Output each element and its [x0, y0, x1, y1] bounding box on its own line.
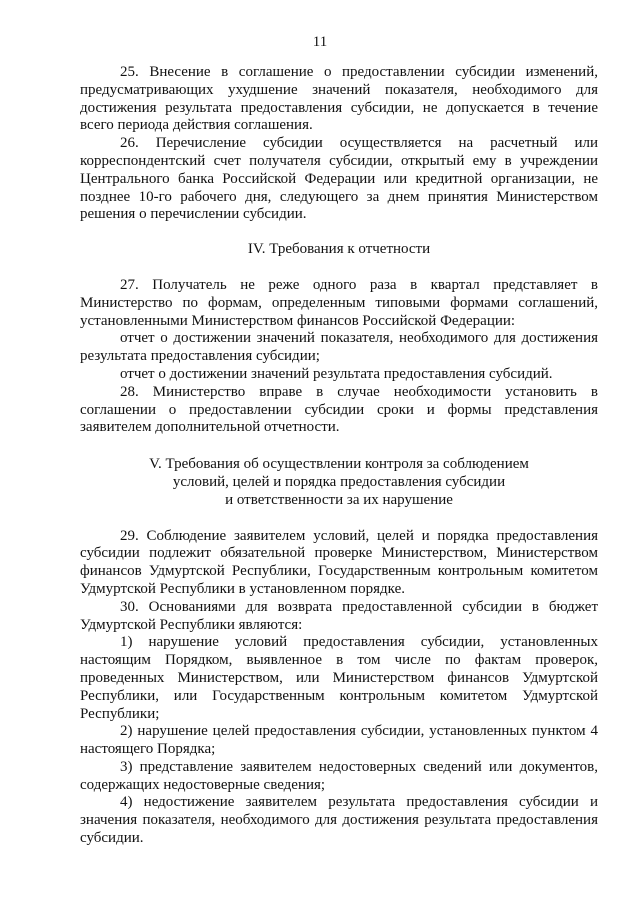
paragraph-30-item-2: 2) нарушение целей предоставления субсидии, установленных пунктом 4 настоящего Порядка; [80, 723, 598, 758]
paragraph-27-item-1: отчет о достижении значений показателя, необходимого для достижения результата предоставления субсидии; [80, 330, 598, 365]
paragraph-28: 28. Министерство вправе в случае необходимости установить в соглашении о предоставлении субсидии сроки и формы представления заявителем дополнительной отчетности. [80, 383, 598, 436]
paragraph-30-item-3: 3) представление заявителем недостоверных сведений или документов, содержащих недостоверные сведения; [80, 758, 598, 793]
paragraph-26: 26. Перечисление субсидии осуществляется на расчетный или корреспондентский счет получателя субсидии, открытый ему в учреждении Центрального банка Российской Федерации или кредитной организации, не позднее 10-го рабочего дня, следующего за днем принятия Министерством решения о перечислении субсидии. [80, 135, 598, 223]
paragraph-30-item-1: 1) нарушение условий предоставления субсидии, установленных настоящим Порядком, выявленное в том числе по фактам проверок, проведенных Министерством, или Министерством финансов Удмуртской Республики, или Государственным контрольным комитетом Удмуртской Республики; [80, 634, 598, 722]
paragraph-27-item-2: отчет о достижении значений результата предоставления субсидий. [120, 365, 553, 382]
section-heading-line: условий, целей и порядка предоставления субсидии [172, 473, 506, 490]
page-number: 11 [312, 34, 328, 50]
paragraph-30: 30. Основаниями для возврата предоставленной субсидии в бюджет Удмуртской Республики являются: [80, 598, 598, 633]
paragraph-29: 29. Соблюдение заявителем условий, целей и порядка предоставления субсидии подлежит обязательной проверке Министерством, Министерством финансов Удмуртской Республики, Государственным контрольным комитетом Удмуртской Республики в установленном порядке. [80, 527, 598, 597]
section-heading-line: V. Требования об осуществлении контроля за соблюдением [149, 456, 529, 473]
paragraph-25: 25. Внесение в соглашение о предоставлении субсидии изменений, предусматривающих ухудшение значений показателя, необходимого для достижения результата предоставления субсидии, не допускается в течение всего периода действия соглашения. [80, 64, 598, 134]
section-heading-line: IV. Требования к отчетности [247, 241, 431, 258]
paragraph-30-item-4: 4) недостижение заявителем результата предоставления субсидии и значения показателя, необходимого для достижения результата предоставления субсидии. [80, 794, 598, 847]
paragraph-27: 27. Получатель не реже одного раза в квартал представляет в Министерство по формам, определенным типовыми формами соглашений, установленными Министерством финансов Российской Федерации: [80, 276, 598, 329]
document-body [80, 64, 598, 848]
section-heading-line: и ответственности за их нарушение [225, 491, 453, 508]
section-heading-v [80, 456, 598, 509]
section-heading-iv [80, 241, 598, 259]
